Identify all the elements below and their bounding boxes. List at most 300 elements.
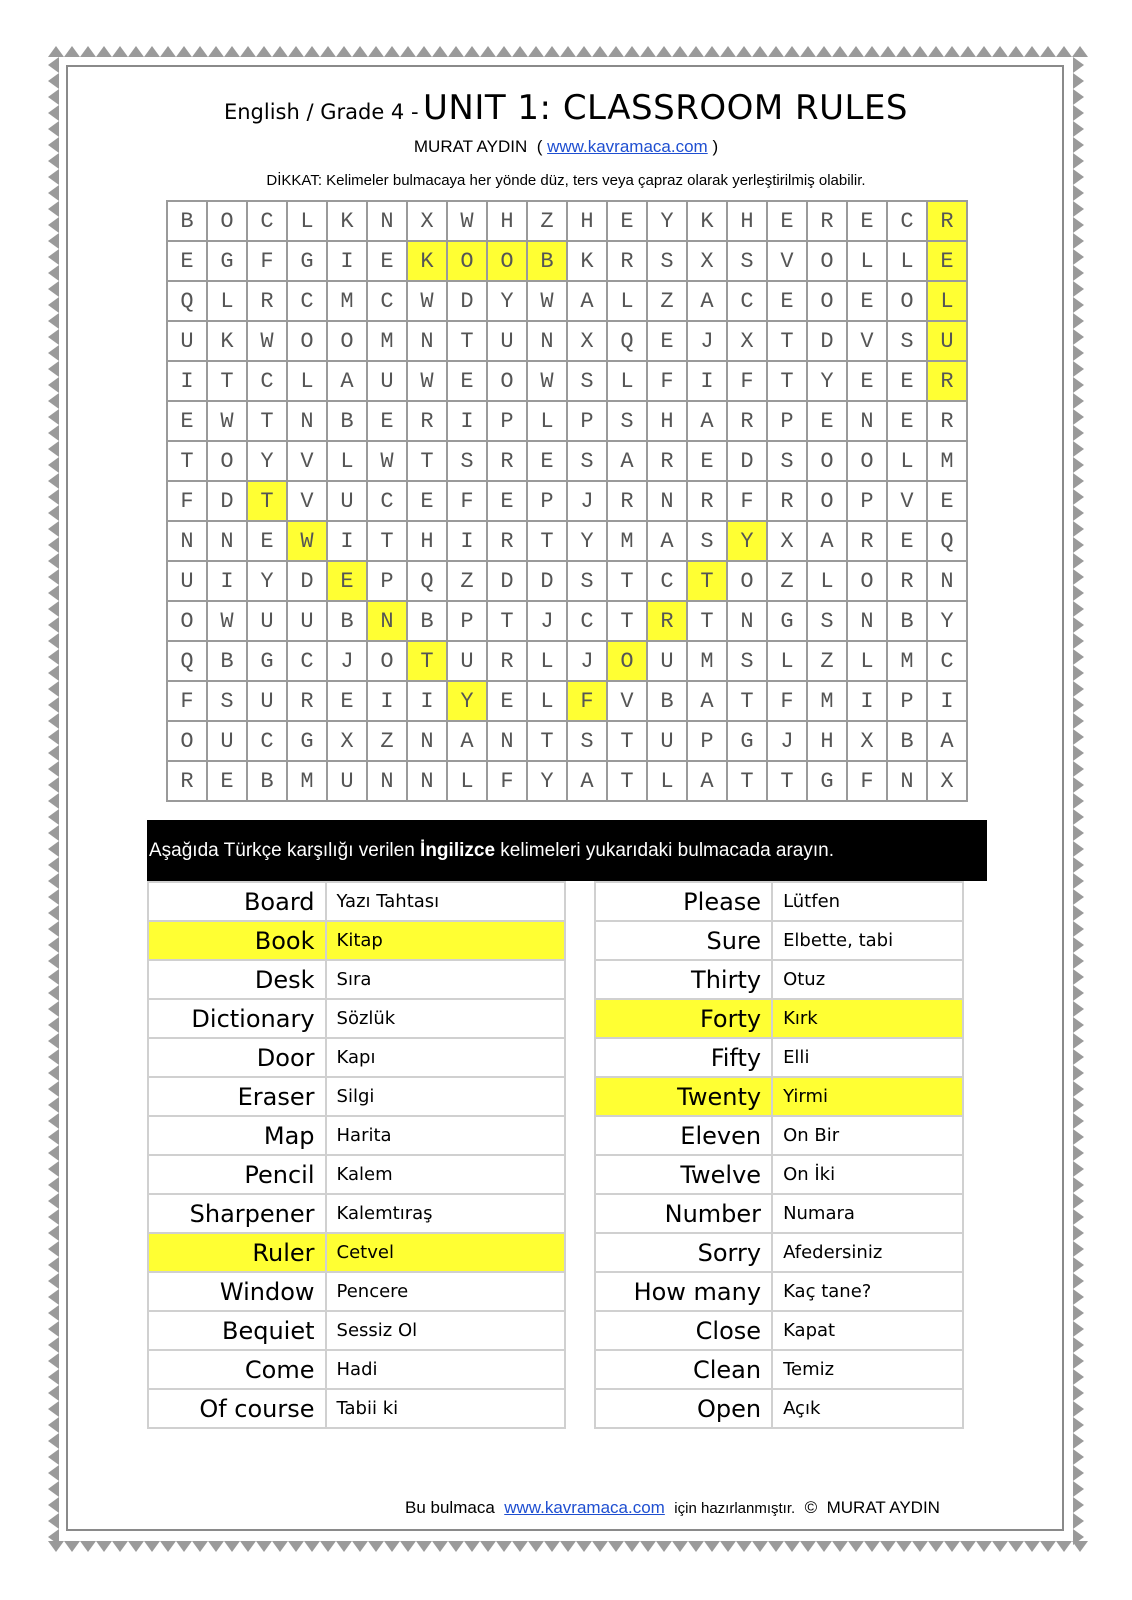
grid-cell: K <box>687 201 727 241</box>
grid-cell: R <box>287 681 327 721</box>
footer-link[interactable]: www.kavramaca.com <box>504 1498 665 1517</box>
grid-cell: U <box>487 321 527 361</box>
grid-cell: U <box>367 361 407 401</box>
grid-row <box>167 601 967 641</box>
grid-cell: E <box>607 201 647 241</box>
grid-cell: N <box>927 561 967 601</box>
grid-cell: X <box>727 321 767 361</box>
grid-cell: V <box>287 441 327 481</box>
turkish-meaning: Hadi <box>326 1350 565 1389</box>
grid-cell: S <box>887 321 927 361</box>
instruction-banner <box>147 820 987 881</box>
turkish-meaning: Açık <box>772 1389 963 1428</box>
grid-cell: N <box>167 521 207 561</box>
title-main: UNIT 1: CLASSROOM RULES <box>423 88 909 128</box>
grid-cell: I <box>167 361 207 401</box>
grid-cell: F <box>647 361 687 401</box>
grid-cell: G <box>767 601 807 641</box>
grid-cell: D <box>727 441 767 481</box>
grid-cell: T <box>607 601 647 641</box>
turkish-meaning: Tabii ki <box>326 1389 565 1428</box>
grid-cell: W <box>247 321 287 361</box>
grid-cell: I <box>687 361 727 401</box>
turkish-meaning: Silgi <box>326 1077 565 1116</box>
grid-cell: H <box>807 721 847 761</box>
word-row <box>595 1350 963 1389</box>
grid-cell: W <box>367 441 407 481</box>
grid-cell: E <box>887 361 927 401</box>
grid-cell: W <box>527 281 567 321</box>
grid-cell: V <box>767 241 807 281</box>
grid-cell: E <box>487 681 527 721</box>
instruction-bold: İngilizce <box>420 840 496 861</box>
grid-cell: X <box>407 201 447 241</box>
english-word: Clean <box>595 1350 772 1389</box>
word-row <box>595 882 963 921</box>
grid-cell: F <box>847 761 887 801</box>
turkish-meaning: On İki <box>772 1155 963 1194</box>
grid-cell: L <box>887 441 927 481</box>
turkish-meaning: Kapat <box>772 1311 963 1350</box>
warning-text: DİKKAT: Kelimeler bulmacaya her yönde düz, ters veya çapraz olarak yerleştirilmiş olabilir. <box>266 172 866 189</box>
grid-cell: W <box>407 361 447 401</box>
grid-cell: Q <box>607 321 647 361</box>
grid-cell: U <box>927 321 967 361</box>
grid-cell: B <box>887 721 927 761</box>
grid-cell: J <box>567 481 607 521</box>
grid-cell: E <box>847 281 887 321</box>
grid-cell: S <box>567 441 607 481</box>
grid-cell: O <box>847 561 887 601</box>
grid-cell: T <box>607 561 647 601</box>
english-word: Board <box>148 882 326 921</box>
word-row <box>595 1194 963 1233</box>
grid-cell: O <box>167 601 207 641</box>
author-link[interactable]: www.kavramaca.com <box>547 137 708 156</box>
word-row <box>148 1038 565 1077</box>
grid-cell: S <box>647 241 687 281</box>
english-word: Open <box>595 1389 772 1428</box>
grid-cell: P <box>567 401 607 441</box>
turkish-meaning: On Bir <box>772 1116 963 1155</box>
grid-cell: U <box>167 321 207 361</box>
turkish-meaning: Sessiz Ol <box>326 1311 565 1350</box>
grid-cell: Y <box>247 561 287 601</box>
grid-cell: O <box>727 561 767 601</box>
grid-cell: N <box>527 321 567 361</box>
grid-cell: B <box>207 641 247 681</box>
grid-cell: V <box>887 481 927 521</box>
grid-cell: O <box>607 641 647 681</box>
grid-cell: K <box>327 201 367 241</box>
footer <box>405 1498 940 1518</box>
grid-cell: F <box>567 681 607 721</box>
grid-cell: N <box>847 401 887 441</box>
grid-cell: T <box>607 721 647 761</box>
grid-cell: R <box>247 281 287 321</box>
grid-cell: U <box>647 721 687 761</box>
grid-cell: I <box>327 521 367 561</box>
grid-cell: K <box>407 241 447 281</box>
grid-row <box>167 641 967 681</box>
grid-cell: A <box>327 361 367 401</box>
grid-cell: O <box>327 321 367 361</box>
grid-row <box>167 361 967 401</box>
grid-cell: P <box>687 721 727 761</box>
grid-cell: N <box>727 601 767 641</box>
grid-row <box>167 721 967 761</box>
grid-cell: F <box>167 681 207 721</box>
grid-cell: Z <box>767 561 807 601</box>
grid-cell: T <box>727 681 767 721</box>
grid-cell: N <box>207 521 247 561</box>
grid-cell: G <box>287 241 327 281</box>
grid-cell: T <box>407 641 447 681</box>
grid-cell: A <box>647 521 687 561</box>
grid-cell: E <box>167 401 207 441</box>
english-word: Forty <box>595 999 772 1038</box>
grid-cell: R <box>407 401 447 441</box>
grid-cell: O <box>847 441 887 481</box>
turkish-meaning: Sıra <box>326 960 565 999</box>
grid-cell: H <box>487 201 527 241</box>
grid-cell: Z <box>647 281 687 321</box>
grid-cell: C <box>927 641 967 681</box>
grid-cell: P <box>367 561 407 601</box>
grid-cell: W <box>287 521 327 561</box>
grid-cell: E <box>207 761 247 801</box>
grid-cell: R <box>927 401 967 441</box>
word-row <box>148 1116 565 1155</box>
grid-cell: L <box>607 361 647 401</box>
grid-cell: O <box>807 281 847 321</box>
grid-cell: W <box>447 201 487 241</box>
word-row <box>148 1233 565 1272</box>
grid-cell: R <box>607 481 647 521</box>
grid-cell: U <box>447 641 487 681</box>
english-word: Window <box>148 1272 326 1311</box>
grid-cell: L <box>527 641 567 681</box>
grid-cell: Z <box>447 561 487 601</box>
word-row <box>148 999 565 1038</box>
grid-cell: R <box>487 641 527 681</box>
grid-cell: M <box>807 681 847 721</box>
turkish-meaning: Kırk <box>772 999 963 1038</box>
grid-cell: S <box>607 401 647 441</box>
grid-cell: Q <box>927 521 967 561</box>
grid-cell: G <box>207 241 247 281</box>
grid-cell: E <box>487 481 527 521</box>
grid-row <box>167 401 967 441</box>
grid-cell: W <box>207 401 247 441</box>
grid-row <box>167 521 967 561</box>
grid-cell: L <box>927 281 967 321</box>
grid-cell: U <box>247 601 287 641</box>
grid-cell: B <box>647 681 687 721</box>
english-word: Dictionary <box>148 999 326 1038</box>
english-word: Pencil <box>148 1155 326 1194</box>
grid-cell: O <box>487 361 527 401</box>
grid-cell: A <box>927 721 967 761</box>
grid-cell: X <box>567 321 607 361</box>
grid-cell: Y <box>447 681 487 721</box>
turkish-meaning: Kapı <box>326 1038 565 1077</box>
turkish-meaning: Yirmi <box>772 1077 963 1116</box>
grid-cell: L <box>847 641 887 681</box>
grid-cell: C <box>647 561 687 601</box>
grid-cell: E <box>887 401 927 441</box>
grid-cell: Z <box>367 721 407 761</box>
grid-cell: C <box>247 721 287 761</box>
english-word: Of course <box>148 1389 326 1428</box>
grid-cell: P <box>527 481 567 521</box>
grid-row <box>167 241 967 281</box>
grid-row <box>167 681 967 721</box>
grid-cell: A <box>567 761 607 801</box>
grid-row <box>167 481 967 521</box>
grid-cell: C <box>367 281 407 321</box>
grid-cell: U <box>327 481 367 521</box>
footer-before: Bu bulmaca <box>405 1498 495 1517</box>
page-title <box>0 88 1132 128</box>
grid-cell: E <box>847 201 887 241</box>
grid-cell: L <box>287 201 327 241</box>
word-search-grid <box>166 200 968 802</box>
grid-cell: E <box>247 521 287 561</box>
grid-cell: C <box>727 281 767 321</box>
grid-cell: B <box>527 241 567 281</box>
grid-cell: V <box>607 681 647 721</box>
grid-row <box>167 561 967 601</box>
grid-cell: R <box>487 521 527 561</box>
english-word: Number <box>595 1194 772 1233</box>
grid-cell: W <box>407 281 447 321</box>
instruction-after: kelimeleri yukarıdaki bulmacada arayın. <box>495 840 835 861</box>
grid-cell: I <box>927 681 967 721</box>
grid-cell: L <box>527 681 567 721</box>
grid-cell: T <box>207 361 247 401</box>
grid-cell: L <box>327 441 367 481</box>
grid-cell: C <box>887 201 927 241</box>
grid-cell: V <box>287 481 327 521</box>
grid-cell: Y <box>927 601 967 641</box>
footer-after: için hazırlanmıştır. <box>674 1500 796 1517</box>
grid-cell: X <box>767 521 807 561</box>
english-word: Twelve <box>595 1155 772 1194</box>
word-row <box>595 1389 963 1428</box>
grid-cell: N <box>367 601 407 641</box>
grid-cell: E <box>647 321 687 361</box>
grid-cell: O <box>887 281 927 321</box>
grid-cell: U <box>287 601 327 641</box>
grid-cell: C <box>247 361 287 401</box>
grid-cell: T <box>687 601 727 641</box>
grid-cell: G <box>807 761 847 801</box>
word-row <box>148 1155 565 1194</box>
grid-cell: L <box>767 641 807 681</box>
grid-cell: I <box>327 241 367 281</box>
copyright-icon: © <box>804 1498 818 1517</box>
grid-cell: A <box>687 761 727 801</box>
grid-cell: B <box>167 201 207 241</box>
grid-cell: U <box>647 641 687 681</box>
grid-cell: Y <box>527 761 567 801</box>
grid-cell: E <box>447 361 487 401</box>
grid-cell: E <box>167 241 207 281</box>
grid-cell: F <box>447 481 487 521</box>
grid-cell: T <box>607 761 647 801</box>
grid-cell: U <box>207 721 247 761</box>
grid-cell: T <box>767 761 807 801</box>
word-list-left <box>147 881 566 1429</box>
turkish-meaning: Kalem <box>326 1155 565 1194</box>
english-word: Thirty <box>595 960 772 999</box>
word-row <box>148 882 565 921</box>
grid-cell: B <box>887 601 927 641</box>
grid-cell: P <box>847 481 887 521</box>
grid-cell: R <box>807 201 847 241</box>
title-prefix: English / Grade 4 - <box>223 100 419 124</box>
grid-cell: S <box>567 361 607 401</box>
grid-cell: R <box>767 481 807 521</box>
word-row <box>595 1311 963 1350</box>
grid-cell: R <box>927 361 967 401</box>
english-word: Please <box>595 882 772 921</box>
grid-cell: E <box>767 201 807 241</box>
grid-cell: Y <box>247 441 287 481</box>
grid-cell: T <box>687 561 727 601</box>
grid-cell: E <box>847 361 887 401</box>
grid-cell: Q <box>167 281 207 321</box>
author-paren-open: ( <box>536 137 543 156</box>
grid-cell: A <box>687 401 727 441</box>
grid-cell: J <box>327 641 367 681</box>
english-word: Sharpener <box>148 1194 326 1233</box>
grid-cell: F <box>727 361 767 401</box>
grid-cell: C <box>287 641 327 681</box>
grid-cell: O <box>807 481 847 521</box>
word-row <box>148 1350 565 1389</box>
grid-cell: J <box>527 601 567 641</box>
grid-cell: S <box>687 521 727 561</box>
grid-cell: S <box>567 561 607 601</box>
author-paren-close: ) <box>712 137 719 156</box>
grid-cell: L <box>207 281 247 321</box>
grid-cell: A <box>687 281 727 321</box>
grid-cell: M <box>927 441 967 481</box>
grid-cell: R <box>687 481 727 521</box>
word-row <box>148 1389 565 1428</box>
word-row <box>595 960 963 999</box>
grid-cell: P <box>447 601 487 641</box>
grid-cell: D <box>807 321 847 361</box>
grid-cell: O <box>807 441 847 481</box>
english-word: Twenty <box>595 1077 772 1116</box>
grid-cell: I <box>207 561 247 601</box>
grid-row <box>167 201 967 241</box>
grid-cell: N <box>887 761 927 801</box>
grid-cell: N <box>407 321 447 361</box>
grid-cell: R <box>847 521 887 561</box>
grid-cell: I <box>447 521 487 561</box>
grid-cell: E <box>327 681 367 721</box>
grid-cell: N <box>287 401 327 441</box>
english-word: Map <box>148 1116 326 1155</box>
grid-cell: E <box>367 401 407 441</box>
turkish-meaning: Kaç tane? <box>772 1272 963 1311</box>
word-row <box>595 1155 963 1194</box>
grid-cell: R <box>887 561 927 601</box>
grid-cell: F <box>247 241 287 281</box>
grid-row <box>167 761 967 801</box>
english-word: Bequiet <box>148 1311 326 1350</box>
grid-cell: L <box>287 361 327 401</box>
grid-cell: T <box>167 441 207 481</box>
grid-cell: V <box>847 321 887 361</box>
grid-cell: T <box>247 401 287 441</box>
grid-cell: X <box>327 721 367 761</box>
grid-cell: U <box>327 761 367 801</box>
grid-cell: X <box>927 761 967 801</box>
word-row <box>148 921 565 960</box>
turkish-meaning: Kitap <box>326 921 565 960</box>
grid-cell: H <box>647 401 687 441</box>
grid-cell: M <box>887 641 927 681</box>
grid-cell: T <box>247 481 287 521</box>
grid-cell: J <box>767 721 807 761</box>
grid-cell: F <box>487 761 527 801</box>
grid-cell: F <box>727 481 767 521</box>
english-word: How many <box>595 1272 772 1311</box>
grid-cell: T <box>767 361 807 401</box>
grid-cell: I <box>367 681 407 721</box>
grid-cell: W <box>527 361 567 401</box>
grid-cell: E <box>807 401 847 441</box>
turkish-meaning: Harita <box>326 1116 565 1155</box>
grid-cell: X <box>847 721 887 761</box>
grid-cell: A <box>607 441 647 481</box>
grid-cell: E <box>407 481 447 521</box>
word-row <box>595 1077 963 1116</box>
grid-cell: Y <box>807 361 847 401</box>
grid-cell: O <box>447 241 487 281</box>
grid-row <box>167 281 967 321</box>
grid-cell: K <box>207 321 247 361</box>
grid-cell: Y <box>567 521 607 561</box>
grid-cell: F <box>167 481 207 521</box>
grid-cell: S <box>767 441 807 481</box>
grid-cell: C <box>367 481 407 521</box>
grid-row <box>167 441 967 481</box>
grid-cell: E <box>767 281 807 321</box>
grid-cell: D <box>487 561 527 601</box>
grid-cell: F <box>767 681 807 721</box>
grid-cell: Y <box>647 201 687 241</box>
grid-cell: N <box>367 201 407 241</box>
grid-cell: A <box>567 281 607 321</box>
grid-cell: B <box>327 601 367 641</box>
word-row <box>148 1077 565 1116</box>
english-word: Eleven <box>595 1116 772 1155</box>
grid-cell: O <box>167 721 207 761</box>
grid-cell: B <box>407 601 447 641</box>
grid-cell: O <box>807 241 847 281</box>
grid-cell: U <box>247 681 287 721</box>
grid-cell: R <box>607 241 647 281</box>
turkish-meaning: Cetvel <box>326 1233 565 1272</box>
grid-cell: R <box>727 401 767 441</box>
grid-cell: T <box>447 321 487 361</box>
